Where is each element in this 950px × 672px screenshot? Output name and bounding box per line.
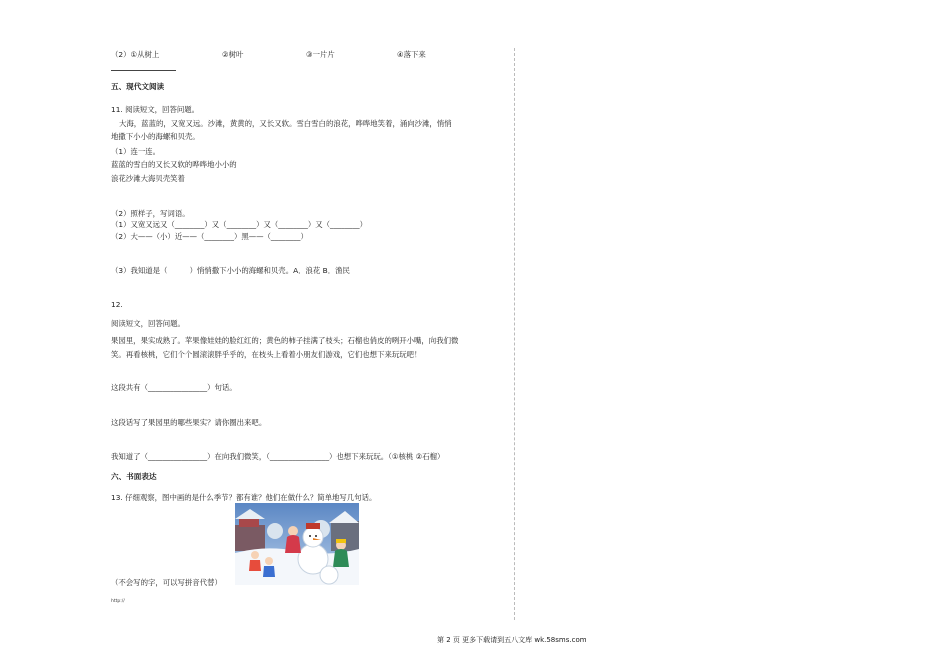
q13-note: （不会写的字，可以写拼音代替） [111, 578, 222, 587]
q10-part2-option2: ②树叶 [222, 50, 244, 59]
q10-part2-option1: （2）①从树上 [111, 50, 160, 59]
q11-part1: （1）连一连。 [111, 147, 161, 156]
q11-part2-line1: （1）又宽又远又（________）又（________）又（________）又（________） [111, 220, 367, 229]
q11-part2-line2: （2）大——（小）近——（________）黑——（________） [111, 232, 308, 241]
q11-words-row1: 蓝蓝的雪白的又长又软的哗哗地小小的 [111, 160, 237, 169]
column-divider [514, 48, 515, 620]
winter-snowman-illustration [235, 503, 359, 585]
q13-prompt: 13. 仔细观察，图中画的是什么季节？都有谁？他们在做什么？简单地写几句话。 [111, 493, 377, 502]
q12-question-c: 我知道了（________________）在向我们微笑，（________________）也想下来玩玩。（①核桃 ②石榴） [111, 452, 445, 461]
q10-part2-option4: ④落下来 [397, 50, 426, 59]
winter-scene-image [235, 503, 359, 585]
section5-title: 五、现代文阅读 [111, 82, 165, 91]
q10-part2-option3: ③一片片 [306, 50, 335, 59]
q12-number: 12. [111, 300, 123, 309]
q12-intro: 阅读短文，回答问题。 [111, 319, 185, 328]
q11-part2: （2）照样子，写词语。 [111, 209, 190, 218]
q12-passage-line1: 果园里，果实成熟了。苹果像娃娃的脸红红的；黄色的柿子挂满了枝头；石榴也俏皮的咧开小嘴，向我们微 [111, 336, 459, 345]
q11-words-row2: 浪花沙滩大海贝壳笑着 [111, 174, 185, 183]
q12-question-a: 这段共有（________________）句话。 [111, 383, 237, 392]
answer-line [111, 70, 176, 71]
section6-title: 六、书面表达 [111, 472, 157, 481]
q11-part3: （3）我知道是（ ）悄悄撒下小小的海螺和贝壳。A．浪花 B．渔民 [111, 266, 350, 275]
q11-passage-line1: 大海，蓝蓝的，又宽又远。沙滩，黄黄的，又长又软。雪白雪白的浪花，哗哗地笑着，涌向沙滩，悄悄 [119, 119, 452, 128]
page-footer: 第 2 页 更多下载请到五八文库 wk.58sms.com [437, 636, 587, 644]
q12-question-b: 这段话写了果园里的哪些果实？请你圈出来吧。 [111, 418, 267, 427]
q11-intro: 11. 阅读短文，回答问题。 [111, 105, 200, 114]
q13-small-text: http:// [111, 599, 125, 604]
q12-passage-line2: 笑。再看核桃，它们个个圆滚滚胖乎乎的，在枝头上看着小朋友们游戏，它们也想下来玩玩吧！ [111, 350, 422, 359]
q11-passage-line2: 地撒下小小的海螺和贝壳。 [111, 132, 200, 141]
